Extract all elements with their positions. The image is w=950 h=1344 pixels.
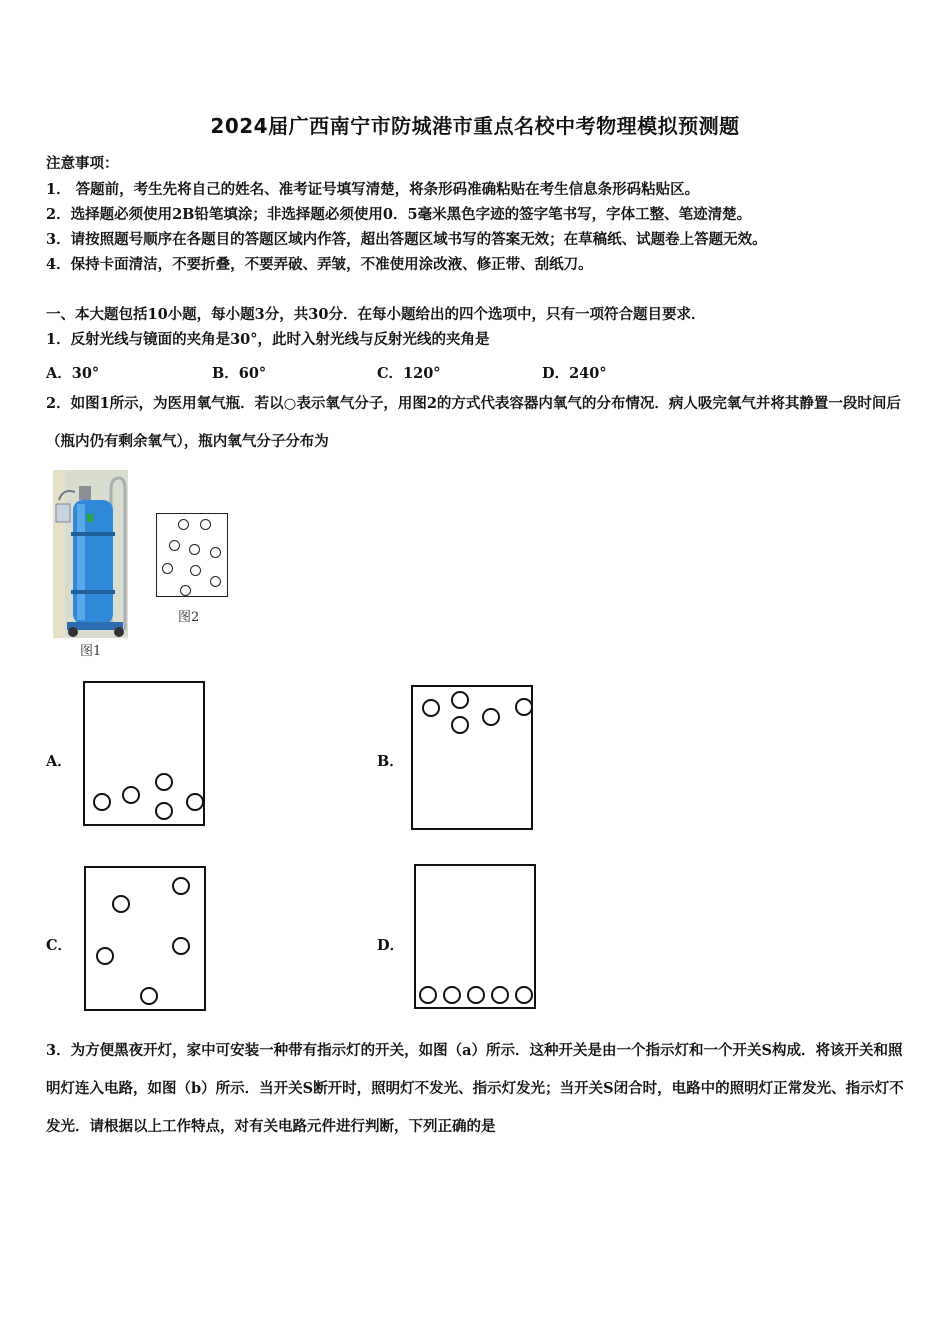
molecule-circle — [93, 793, 111, 811]
molecule-circle — [210, 576, 221, 587]
notice-heading: 注意事项： — [46, 155, 119, 172]
figure-2-container — [156, 513, 228, 597]
molecule-circle — [491, 986, 509, 1004]
molecule-circle — [515, 986, 533, 1004]
q2-option-d-label: D． — [377, 937, 405, 954]
molecule-circle — [96, 947, 114, 965]
q1-option-c: C．120° — [377, 365, 441, 382]
molecule-circle — [451, 716, 469, 734]
q2-option-c-label: C． — [46, 937, 73, 954]
molecule-circle — [178, 519, 189, 530]
molecule-circle — [162, 563, 173, 574]
molecule-circle — [140, 987, 158, 1005]
molecule-circle — [186, 793, 204, 811]
molecule-circle — [172, 937, 190, 955]
page-title: 2024届广西南宁市防城港市重点名校中考物理模拟预测题 — [210, 114, 740, 138]
molecule-circle — [419, 986, 437, 1004]
molecule-circle — [210, 547, 221, 558]
notice-item: 3．请按照题号顺序在各题目的答题区域内作答，超出答题区域书写的答案无效；在草稿纸、试题卷上答题无效。 — [46, 231, 767, 248]
molecule-circle — [189, 544, 200, 555]
q1-option-b: B．60° — [212, 365, 267, 382]
molecule-circle — [482, 708, 500, 726]
molecule-circle — [155, 773, 173, 791]
q1-option-d: D．240° — [542, 365, 607, 382]
molecule-circle — [443, 986, 461, 1004]
q2-option-b-container — [411, 685, 533, 830]
molecule-circle — [515, 698, 533, 716]
q2-option-a-label: A． — [46, 753, 72, 770]
molecule-circle — [169, 540, 180, 551]
molecule-circle — [422, 699, 440, 717]
molecule-circle — [155, 802, 173, 820]
q2-option-d-container — [414, 864, 536, 1009]
molecule-circle — [180, 585, 191, 596]
molecule-circle — [172, 877, 190, 895]
molecule-circle — [451, 691, 469, 709]
question-3-stem: 3．为方便黑夜开灯，家中可安装一种带有指示灯的开关，如图（a）所示．这种开关是由一个指示灯和一个开关S构成．将该开关和照明灯连入电路，如图（b）所示．当开关S断开时，照明灯不发光、指示灯发光；当开关S闭合时，电路中的照明灯正常发光、指示灯不发光．请根据以上工作特点，对有关电路元件进行判断，下列正确的是 — [46, 1042, 904, 1135]
figure-1-caption: 图1 — [80, 644, 102, 659]
molecule-circle — [122, 786, 140, 804]
notice-item: 1． 答题前，考生先将自己的姓名、准考证号填写清楚，将条形码准确粘贴在考生信息条形码粘贴区。 — [46, 181, 700, 198]
molecule-circle — [112, 895, 130, 913]
notice-item: 4．保持卡面清洁，不要折叠，不要弄破、弄皱，不准使用涂改液、修正带、刮纸刀。 — [46, 256, 593, 273]
figure-2-caption: 图2 — [178, 610, 200, 625]
molecule-circle — [200, 519, 211, 530]
question-2-stem: 2．如图1所示，为医用氧气瓶．若以○表示氧气分子，用图2的方式代表容器内氧气的分布情况．病人吸完氧气并将其静置一段时间后（瓶内仍有剩余氧气），瓶内氧气分子分布为 — [46, 395, 901, 450]
q2-option-c-container — [84, 866, 206, 1011]
question-1-stem: 1．反射光线与镜面的夹角是30°，此时入射光线与反射光线的夹角是 — [46, 331, 490, 348]
molecule-circle — [467, 986, 485, 1004]
notice-item: 2．选择题必须使用2B铅笔填涂；非选择题必须使用0．5毫米黑色字迹的签字笔书写，字体工整、笔迹清楚。 — [46, 206, 752, 223]
q1-option-a: A．30° — [46, 365, 100, 382]
oxygen-cylinder-image — [53, 470, 128, 638]
molecule-circle — [190, 565, 201, 576]
q2-option-b-label: B． — [377, 753, 404, 770]
section-heading: 一、本大题包括10小题，每小题3分，共30分．在每小题给出的四个选项中，只有一项符合题目要求． — [46, 306, 706, 323]
q2-option-a-container — [83, 681, 205, 826]
